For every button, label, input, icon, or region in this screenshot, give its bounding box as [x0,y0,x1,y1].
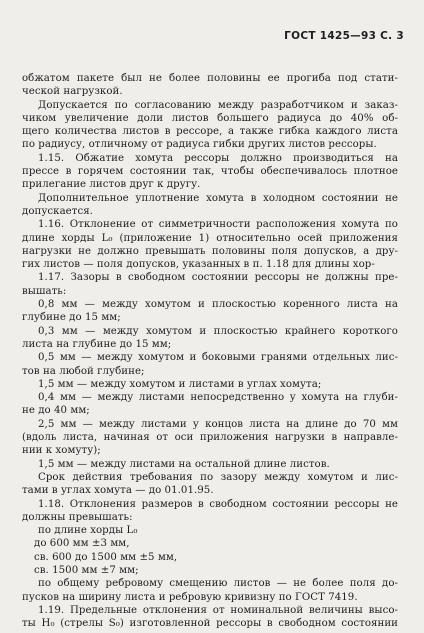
text-line: Срок действия требования по зазору между хомутом и лис- [38,471,398,483]
text-line: допускается. [22,205,93,217]
text-line: 0,4 мм — между листами непосредственно у хомута на глуби- [38,392,398,404]
text-line: св. 1500 мм ±7 мм; [34,564,139,576]
text-line: не до 40 мм; [22,405,90,417]
text-line: длине хорды L₀ (приложение 1) относительно осей приложения [22,232,398,244]
text-line: 0,8 мм — между хомутом и плоскостью коренного листа на [38,299,398,311]
text-line: чиком увеличение доли листов большего радиуса до 40% об- [22,112,398,124]
text-line: прилегание листов друг к другу. [22,179,201,191]
text-line: 1.16. Отклонение от симметричности расположения хомута по [38,219,398,231]
text-line: св. 600 до 1500 мм ±5 мм, [34,551,178,563]
text-line: листа на глубине до 15 мм; [22,338,172,350]
text-line: глубине до 15 мм; [22,312,121,324]
text-line: 1.17. Зазоры в свободном состоянии рессоры не должны пре- [38,272,398,284]
text-line: до 600 мм ±3 мм, [34,538,130,550]
text-line: Дополнительное уплотнение хомута в холодном состоянии не [38,192,398,204]
body-text [22,72,398,630]
text-line: по длине хорды L₀ [38,525,138,537]
text-line: 1,5 мм — между листами на остальной длине листов. [38,458,330,470]
text-line: нагрузки не должно превышать половины поля допусков, а дру- [22,245,398,257]
text-line: по общему ребровому смещению листов — не более поля до- [38,578,398,590]
text-line: Допускается по согласованию между разработчиком и заказ- [38,99,398,111]
text-line: по радиусу, отличному от радиуса гибки других листов рессоры. [22,139,377,151]
text-line: прессе в горячем состоянии так, чтобы обеспечивалось плотное [22,166,398,178]
text-line: 1,5 мм — между хомутом и листами в углах хомута; [38,378,322,390]
text-line: нии к хомуту); [22,445,101,457]
text-line: ческой нагрузкой. [22,86,123,98]
text-line: должны превышать: [22,511,133,523]
text-line: 2,5 мм — между листами у концов листа на длине до 70 мм [38,418,398,430]
text-line: (вдоль листа, начиная от оси приложения нагрузки в направле- [22,432,398,444]
text-line: 0,5 мм — между хомутом и боковыми гранями отдельных лис- [38,352,398,364]
text-line: щего количества листов в рессоре, а также гибка каждого листа [22,126,398,138]
text-line: 1.15. Обжатие хомута рессоры должно производиться на [38,152,398,164]
text-line: 0,3 мм — между хомутом и плоскостью крайнего короткого [38,325,398,337]
text-line: 1.19. Предельные отклонения от номинальной величины высо- [38,604,398,616]
page-header: ГОСТ 1425—93 С. 3 [284,30,404,42]
text-line: тов на любой глубине; [22,365,145,377]
text-line: вышать: [22,285,67,297]
text-line: пусков на ширину листа и ребровую кривизну по ГОСТ 7419. [22,591,358,603]
text-line: обжатом пакете был не более половины ее прогиба под стати- [22,73,398,84]
text-line: 1.18. Отклонения размеров в свободном состоянии рессоры не [38,498,398,510]
text-line: гих листов — поля допусков, указанных в п. 1.18 для длины хор- [22,259,375,271]
text-line: ты H₀ (стрелы S₀) изготовленной рессоры в свободном состоянии [22,618,398,630]
text-line: тами в углах хомута — до 01.01.95. [22,485,214,497]
